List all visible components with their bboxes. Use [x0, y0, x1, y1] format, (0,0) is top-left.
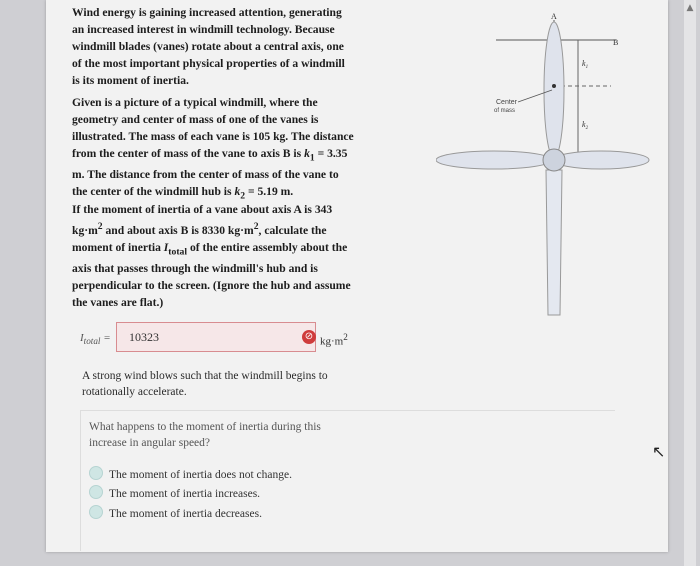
- problem-sup-1: 2: [97, 221, 103, 232]
- scrollbar[interactable]: [684, 0, 696, 566]
- k1-subscript: 1: [309, 152, 315, 164]
- k1-label-symbol: k: [582, 59, 586, 68]
- answer-label-symbol: I: [80, 332, 84, 344]
- problem-text-4: of the entire assembly about the axis that passes through the windmill's hub and is perpendicular to the screen. (Ignore the hub and assume the vanes are flat.): [72, 240, 351, 310]
- option-label: The moment of inertia does not change.: [109, 469, 292, 481]
- radio-icon[interactable]: [89, 485, 103, 499]
- tower: [546, 170, 562, 315]
- answer-row: [80, 322, 410, 356]
- i-total-symbol: I: [163, 240, 169, 254]
- problem-paragraph: [72, 201, 362, 311]
- option-label: The moment of inertia increases.: [109, 488, 261, 500]
- problem-text-3: , calculate the moment of inertia: [72, 223, 327, 254]
- answer-input[interactable]: 10323: [116, 322, 316, 352]
- given-paragraph: [72, 94, 354, 205]
- answer-label-subscript: total: [83, 336, 101, 347]
- axis-b-label: B: [613, 38, 619, 47]
- k1-label: [582, 59, 588, 70]
- k2-label-symbol: k: [582, 120, 586, 129]
- k2-label: [582, 120, 589, 131]
- vane-top: [544, 22, 564, 158]
- problem-sup-2: 2: [253, 221, 259, 232]
- k1-symbol: k: [304, 147, 310, 160]
- windmill-diagram: [436, 10, 651, 325]
- option-no-change[interactable]: [89, 466, 292, 481]
- k1-label-subscript: 1: [585, 65, 589, 70]
- answer-unit: [320, 332, 348, 348]
- wind-paragraph: A strong wind blows such that the windmill begins to rotationally accelerate.: [82, 370, 328, 398]
- problem-text-2: and about axis B is 8330 kg·m: [102, 223, 254, 237]
- radio-icon[interactable]: [89, 466, 103, 480]
- vane-right: [553, 151, 649, 169]
- center-of-mass-dot: [552, 84, 556, 88]
- unit-text: kg·m: [320, 335, 344, 348]
- option-decreases[interactable]: [89, 505, 262, 520]
- scroll-up-icon[interactable]: ▲: [686, 3, 694, 13]
- center-label-line-1: Center: [496, 99, 518, 106]
- k2-symbol: k: [234, 185, 241, 199]
- k2-subscript: 2: [240, 190, 246, 202]
- center-label-line-2: of mass: [494, 108, 516, 114]
- error-icon: ⊘: [302, 330, 316, 344]
- answer-label-equals: =: [100, 332, 111, 344]
- question-text: What happens to the moment of inertia during this increase in angular speed?: [89, 421, 321, 449]
- i-total-subscript: total: [168, 246, 188, 258]
- option-increases[interactable]: [89, 485, 260, 500]
- given-text-3: = 5.19 m.: [245, 185, 294, 199]
- unit-sup: 2: [343, 332, 348, 342]
- hub: [543, 149, 565, 171]
- mouse-cursor-icon: ↖: [652, 442, 666, 461]
- axis-a-label: A: [551, 12, 557, 21]
- answer-label: [80, 332, 111, 346]
- radio-icon[interactable]: [89, 505, 103, 519]
- intro-paragraph: Wind energy is gaining increased attention, generating an increased interest in windmill technology. Because windmill blades (vanes) rotate about a central axis, one of the most important physical properties of a windmill is its moment of inertia.: [72, 6, 345, 87]
- vane-left: [436, 151, 552, 169]
- k2-label-subscript: 2: [585, 126, 589, 131]
- content-panel: [46, 0, 668, 552]
- option-label: The moment of inertia decreases.: [109, 508, 262, 520]
- given-text-1: Given is a picture of a typical windmill, where the geometry and center of mass of one of the vanes is illustrated. The mass of each vane is 105 kg. The distance from the center of mass of the vane to axis B is: [72, 96, 354, 160]
- problem-text-1: If the moment of inertia of a vane about axis A is 343 kg·m: [72, 203, 333, 237]
- question-box: [80, 410, 615, 551]
- given-text-2: = 3.35 m. The distance from the center of mass of the vane to the center of the windmill hub is: [72, 147, 348, 199]
